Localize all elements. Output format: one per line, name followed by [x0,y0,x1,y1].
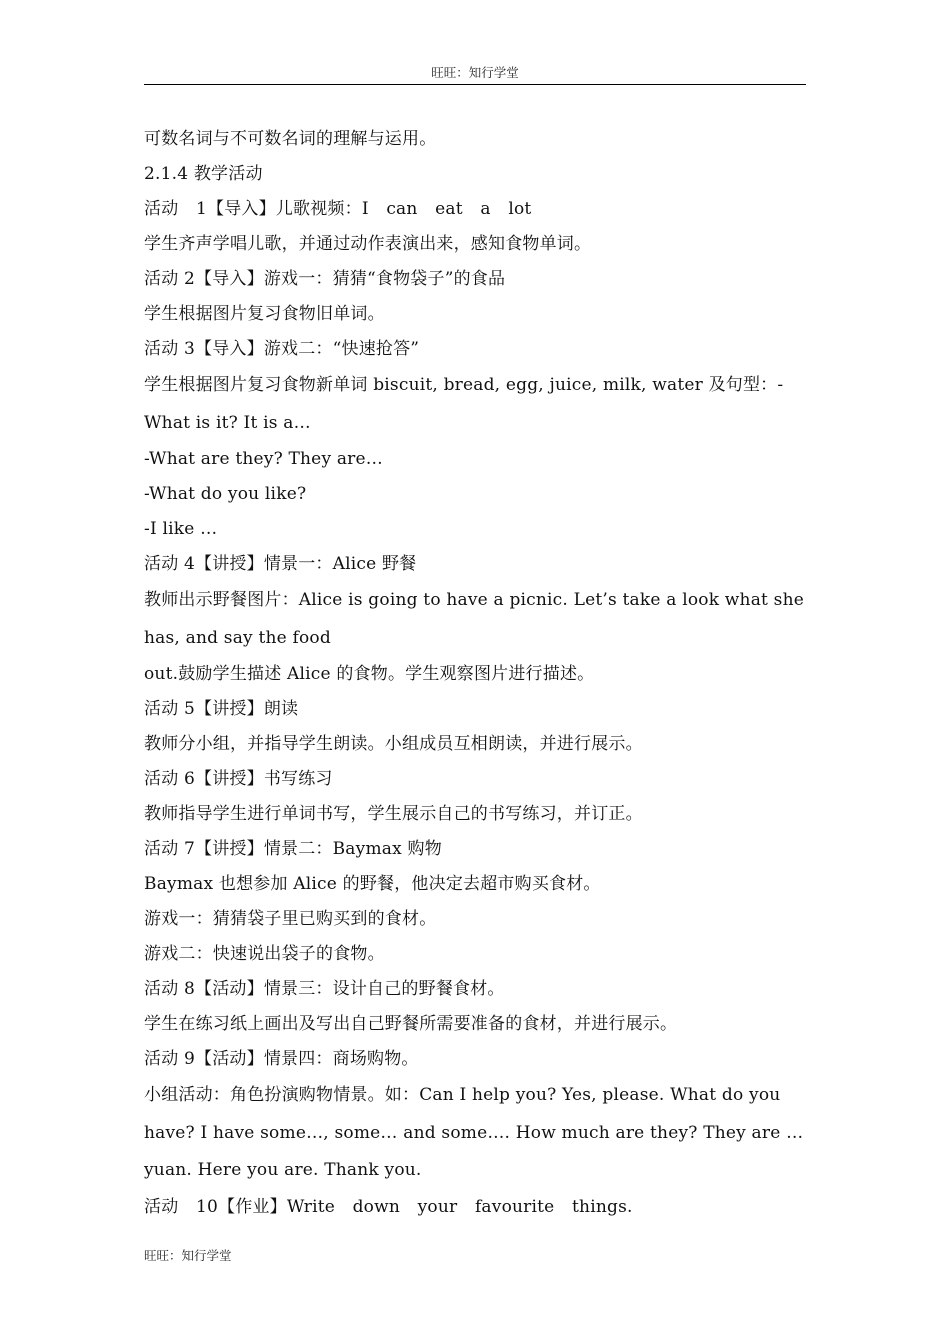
activity-heading: 活动 9【活动】情景四：商场购物。 [144,1049,419,1069]
section-heading: 2.1.4 教学活动 [144,164,263,184]
paragraph-line: 游戏一：猜猜袋子里已购买到的食材。 [144,909,437,929]
paragraph-line: 教师指导学生进行单词书写，学生展示自己的书写练习，并订正。 [144,804,643,824]
activity-heading: 活动 10【作业】Write down your favourite things. [144,1196,633,1217]
activity-heading: 活动 6【讲授】书写练习 [144,769,333,789]
paragraph-line: 教师出示野餐图片：Alice is going to have a picnic. Let’s take a look what she has, and say the food [144,590,805,648]
document-body [144,122,806,1225]
page-header: 旺旺：知行学堂 [144,64,806,85]
paragraph-line: Baymax 也想参加 Alice 的野餐，他决定去超市购买食材。 [144,874,601,894]
activity-heading: 活动 1【导入】儿歌视频：I can eat a lot [144,199,532,219]
paragraph-line: 游戏二：快速说出袋子的食物。 [144,944,385,964]
paragraph-line: 可数名词与不可数名词的理解与运用。 [144,129,437,149]
paragraph-line: 学生根据图片复习食物新单词 biscuit, bread, egg, juice, milk, water 及句型：-What is it? It is a… [144,375,784,433]
activity-heading: 活动 8【活动】情景三：设计自己的野餐食材。 [144,979,505,999]
paragraph-line: -What do you like? [144,484,307,504]
paragraph-line: 教师分小组，并指导学生朗读。小组成员互相朗读，并进行展示。 [144,734,643,754]
activity-heading: 活动 7【讲授】情景二：Baymax 购物 [144,839,442,859]
paragraph-line: out.鼓励学生描述 Alice 的食物。学生观察图片进行描述。 [144,664,595,684]
paragraph-line: 小组活动：角色扮演购物情景。如：Can I help you? Yes, please. What do you have? I have some…, some… and some…. How much are they? They are … yuan. Here you are. Thank you. [144,1085,804,1180]
activity-heading: 活动 5【讲授】朗读 [144,699,299,719]
paragraph-line: -What are they? They are… [144,449,383,469]
activity-heading: 活动 4【讲授】情景一：Alice 野餐 [144,554,417,574]
activity-heading: 活动 3【导入】游戏二：“快速抢答” [144,339,420,359]
paragraph-line: 学生根据图片复习食物旧单词。 [144,304,385,324]
page-footer: 旺旺：知行学堂 [144,1248,232,1263]
activity-heading: 活动 2【导入】游戏一：猜猜“食物袋子”的食品 [144,269,506,289]
paragraph-line: 学生在练习纸上画出及写出自己野餐所需要准备的食材，并进行展示。 [144,1014,678,1034]
paragraph-line: 学生齐声学唱儿歌，并通过动作表演出来，感知食物单词。 [144,234,592,254]
paragraph-line: -I like … [144,519,218,539]
